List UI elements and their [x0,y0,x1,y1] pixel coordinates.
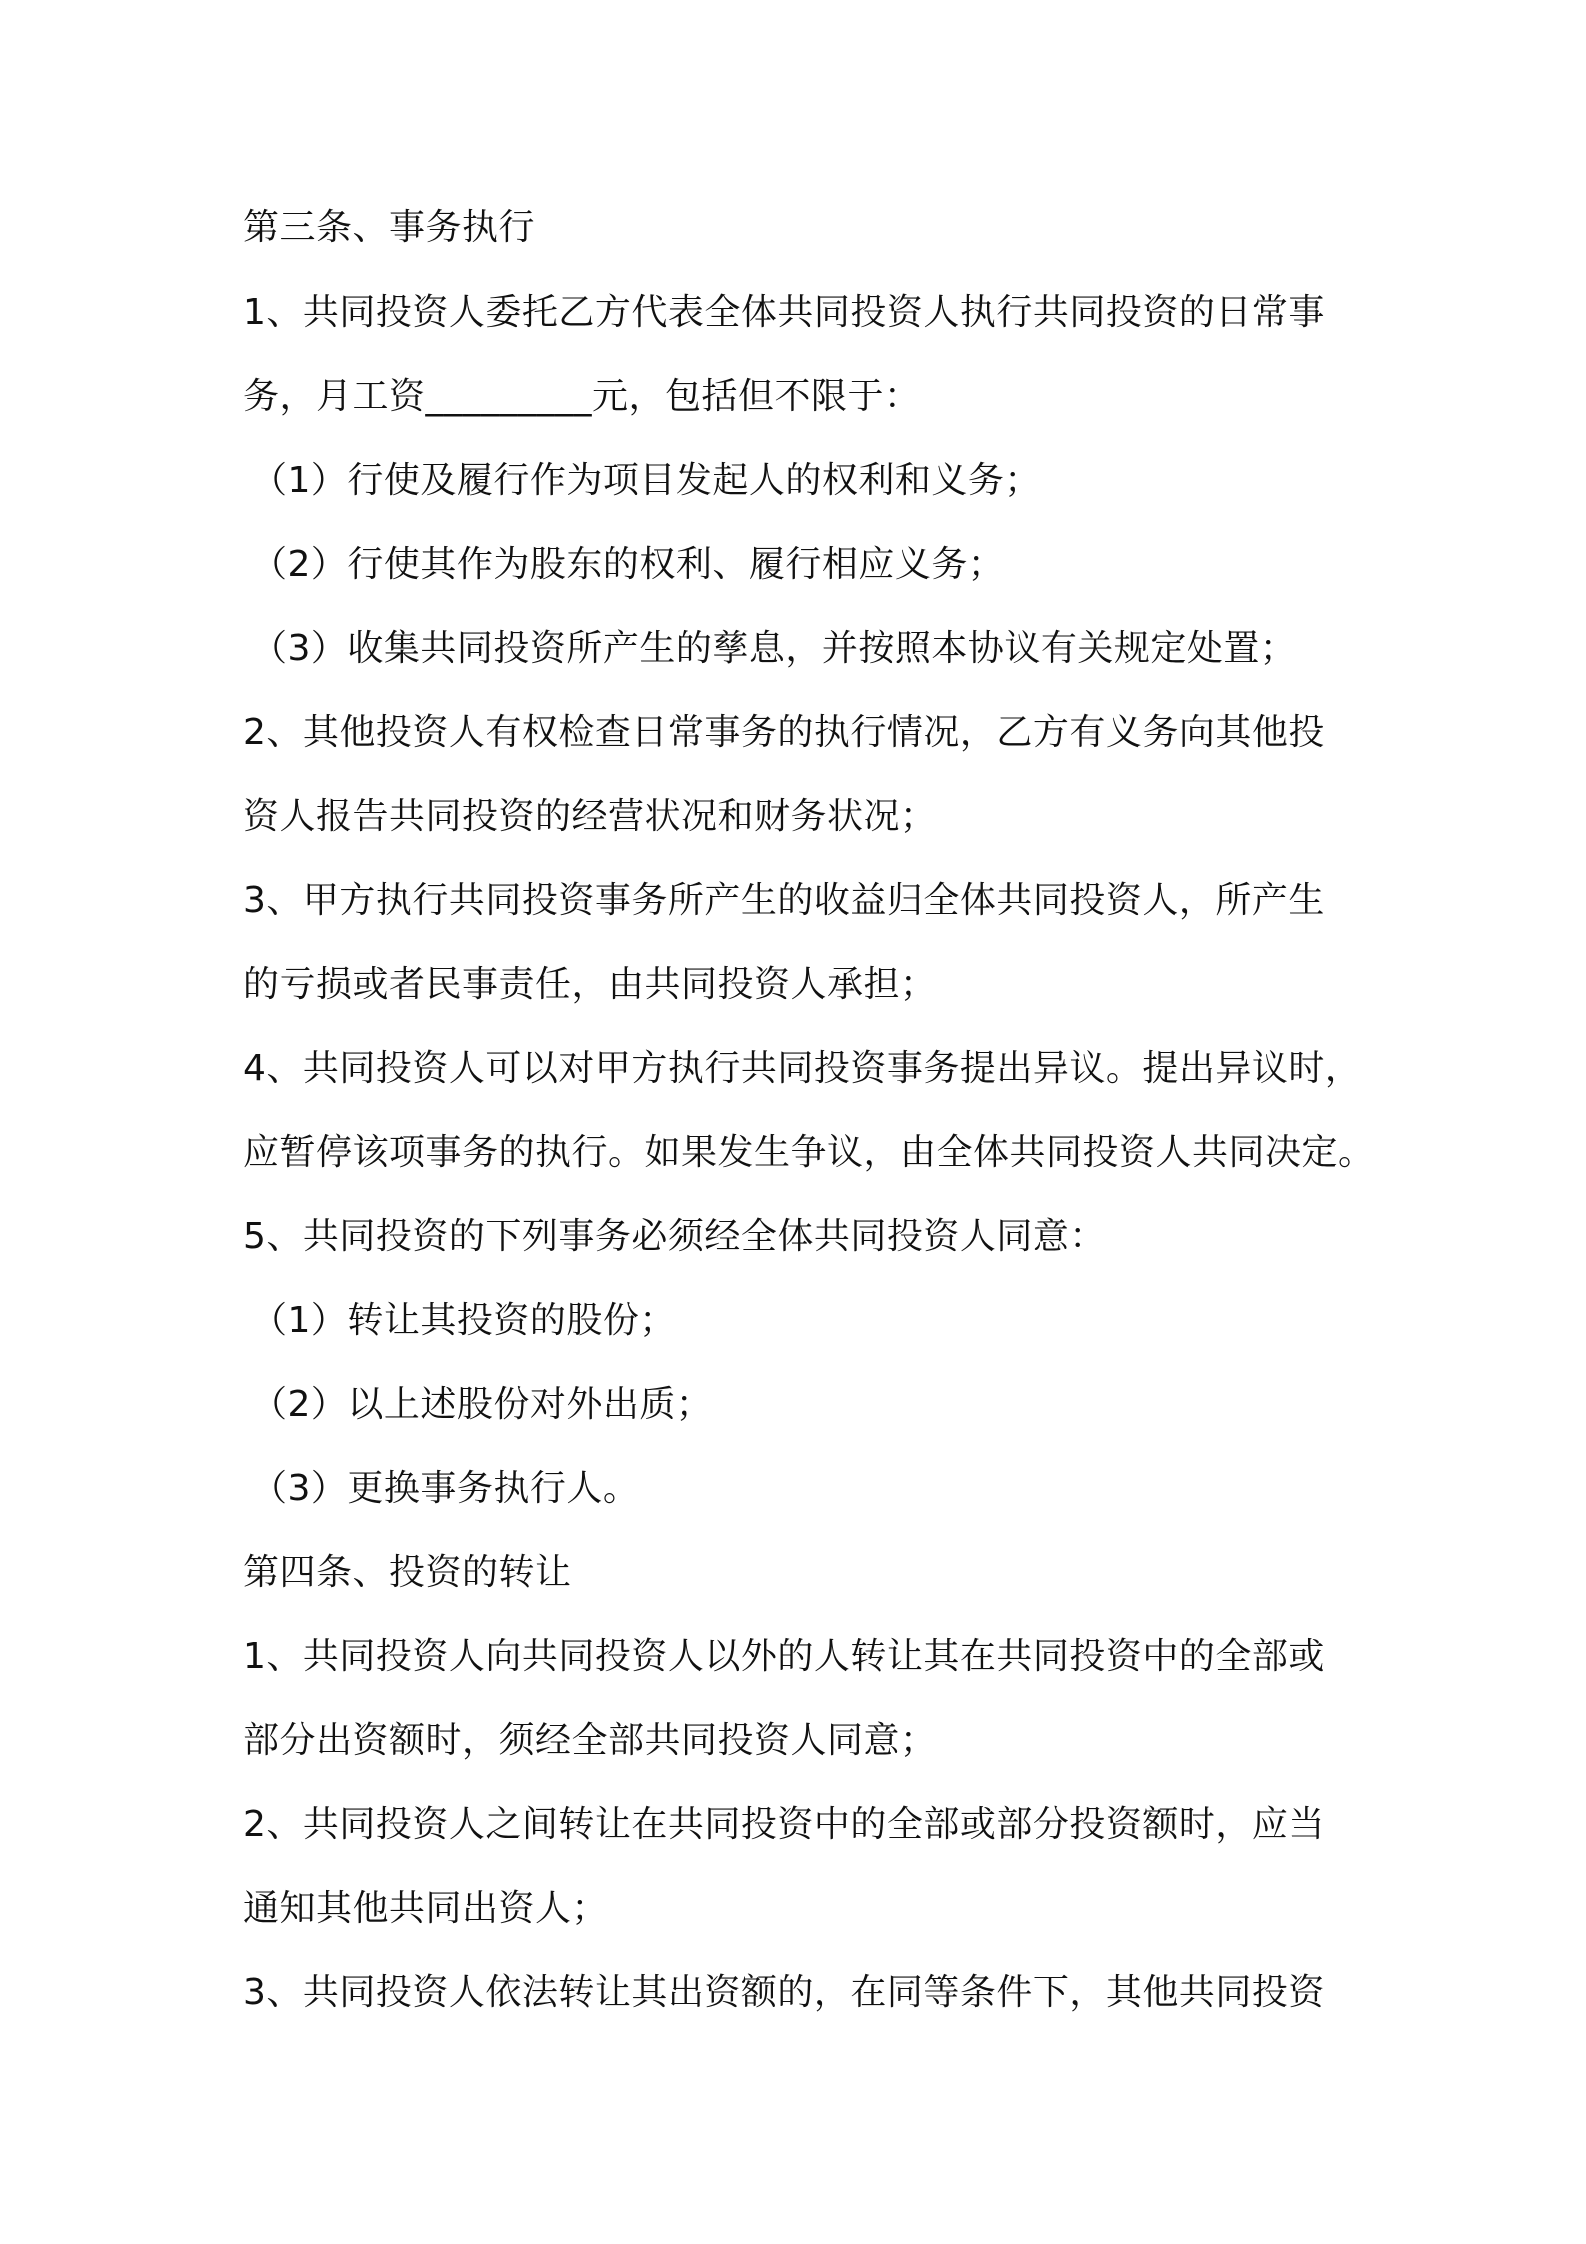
paragraph-line: 资人报告共同投资的经营状况和财务状况； [243,796,937,837]
paragraph-line: 应暂停该项事务的执行。如果发生争议，由全体共同投资人共同决定。 [243,1132,1375,1173]
sub-item-line: （2）以上述股份对外出质； [251,1384,713,1425]
paragraph-line: 5、共同投资的下列事务必须经全体共同投资人同意： [243,1216,1106,1257]
sub-item-line: （3）更换事务执行人。 [251,1468,640,1509]
article-3-heading: 第三条、事务执行 [243,207,536,248]
paragraph-line: 1、共同投资人向共同投资人以外的人转让其在共同投资中的全部或 [243,1636,1325,1677]
paragraph-line: 的亏损或者民事责任，由共同投资人承担； [243,964,937,1005]
sub-item-line: （1）转让其投资的股份； [251,1300,676,1341]
sub-item-line: （2）行使其作为股东的权利、履行相应义务； [251,544,1005,585]
paragraph-line: 4、共同投资人可以对甲方执行共同投资事务提出异议。提出异议时， [243,1048,1362,1089]
paragraph-line: 部分出资额时，须经全部共同投资人同意； [243,1720,937,1761]
paragraph-line: 1、共同投资人委托乙方代表全体共同投资人执行共同投资的日常事 [243,292,1325,333]
sub-item-line: （1）行使及履行作为项目发起人的权利和义务； [251,460,1041,501]
sub-item-line: （3）收集共同投资所产生的孳息，并按照本协议有关规定处置； [251,628,1297,669]
paragraph-line: 3、甲方执行共同投资事务所产生的收益归全体共同投资人，所产生 [243,880,1325,921]
paragraph-line: 3、共同投资人依法转让其出资额的，在同等条件下，其他共同投资 [243,1972,1325,2013]
article-4-heading: 第四条、投资的转让 [243,1552,572,1593]
paragraph-line: 通知其他共同出资人； [243,1888,609,1929]
paragraph-line: 2、其他投资人有权检查日常事务的执行情况，乙方有义务向其他投 [243,712,1325,753]
paragraph-line: 务，月工资_________元，包括但不限于： [243,376,921,417]
paragraph-line: 2、共同投资人之间转让在共同投资中的全部或部分投资额时，应当 [243,1804,1325,1845]
